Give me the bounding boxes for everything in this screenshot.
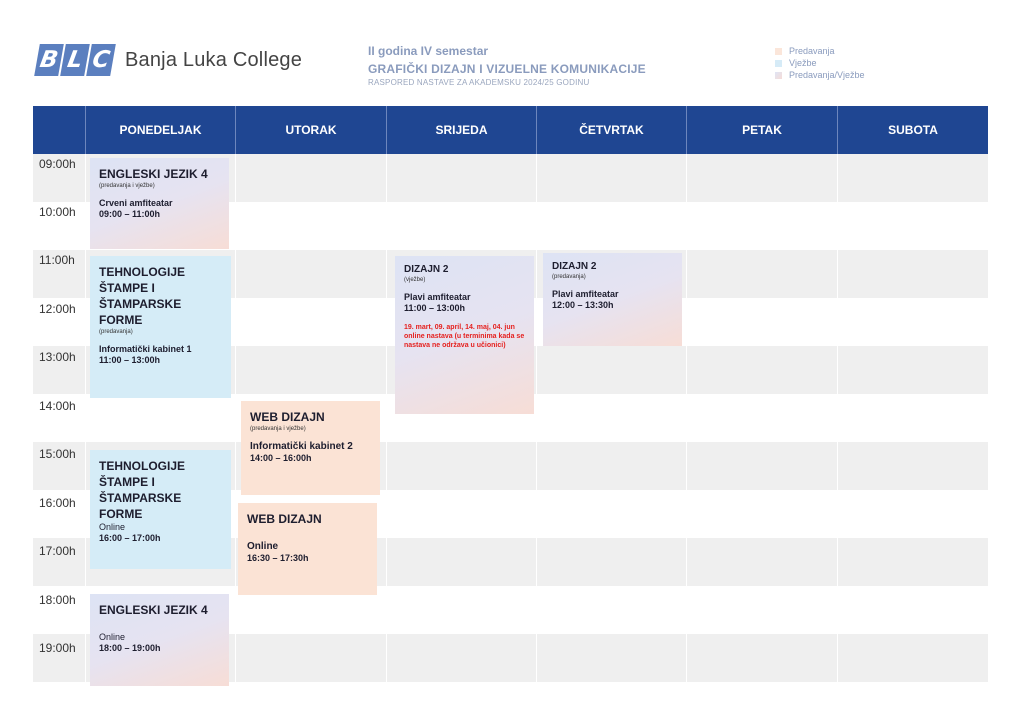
event-title: DIZAJN 2 — [404, 264, 449, 275]
program-title: GRAFIČKI DIZAJN I VIZUELNE KOMUNIKACIJE — [368, 62, 646, 76]
event-type: (predavanja i vježbe) — [250, 426, 306, 432]
event-type: (predavanja) — [552, 274, 586, 280]
logo-mark — [37, 44, 113, 76]
time-label: 15:00h — [39, 447, 76, 461]
logo-letter-c: C — [86, 44, 116, 76]
event-time: 11:00 – 13:00h — [404, 303, 466, 313]
event-type: (predavanja) — [99, 329, 133, 335]
event-time: 12:00 – 13:30h — [552, 300, 614, 310]
event-time: 09:00 – 11:00h — [99, 209, 161, 219]
legend — [775, 45, 865, 81]
schedule-grid — [33, 106, 988, 688]
college-name: Banja Luka College — [125, 48, 303, 71]
legend-item-both — [775, 69, 865, 81]
legend-item-predavanja — [775, 45, 865, 57]
column-divider — [386, 154, 387, 688]
legend-item-vjezbe — [775, 57, 865, 69]
event-web-dizajn-online[interactable] — [238, 503, 377, 595]
event-title: WEB DIZAJN — [250, 410, 325, 424]
event-title: ENGLESKI JEZIK 4 — [99, 603, 208, 617]
event-title: ENGLESKI JEZIK 4 — [99, 167, 208, 181]
event-type: (vježbe) — [404, 277, 426, 283]
time-label: 13:00h — [39, 350, 76, 364]
event-room: Informatički kabinet 1 — [99, 344, 192, 354]
event-room: Crveni amfiteatar — [99, 198, 173, 208]
event-room: Online — [99, 522, 126, 532]
time-label: 10:00h — [39, 205, 76, 219]
time-label: 11:00h — [39, 253, 75, 267]
column-divider — [686, 154, 687, 688]
semester-info — [368, 44, 646, 87]
event-room: Online — [99, 632, 126, 642]
year-semester: II godina IV semestar — [368, 44, 489, 58]
header-corner — [33, 106, 85, 154]
event-room: Informatički kabinet 2 — [250, 441, 353, 452]
legend-swatch — [775, 48, 782, 55]
time-label: 19:00h — [39, 641, 76, 655]
event-engleski-jezik-online[interactable] — [90, 594, 229, 686]
legend-swatch — [775, 72, 782, 79]
event-title: DIZAJN 2 — [552, 261, 597, 272]
event-room: Online — [247, 541, 279, 552]
legend-swatch — [775, 60, 782, 67]
day-header-subota: SUBOTA — [837, 106, 988, 154]
event-tehnologije-stampe[interactable] — [90, 256, 231, 398]
event-time: 11:00 – 13:00h — [99, 355, 161, 365]
event-time: 18:00 – 19:00h — [99, 643, 161, 653]
event-web-dizajn[interactable] — [241, 401, 380, 495]
event-online-note: 19. mart, 09. april, 14. maj, 04. jun online nastava (u terminima kada se nastava ne održava u učionici) — [404, 324, 525, 349]
event-room: Plavi amfiteatar — [552, 289, 619, 299]
time-label: 18:00h — [39, 593, 76, 607]
event-room: Plavi amfiteatar — [404, 292, 471, 302]
event-title: WEB DIZAJN — [247, 512, 322, 526]
logo-letter-l: L — [60, 44, 90, 76]
time-label: 16:00h — [39, 496, 76, 510]
day-header-petak: PETAK — [686, 106, 837, 154]
day-header-cetvrtak: ČETVRTAK — [536, 106, 686, 154]
event-time: 16:00 – 17:00h — [99, 533, 161, 543]
legend-label: Vježbe — [789, 58, 817, 68]
event-tehnologije-stampe-online[interactable] — [90, 450, 231, 569]
logo-letter-b: B — [34, 44, 64, 76]
column-divider — [536, 154, 537, 688]
event-title: TEHNOLOGIJE ŠTAMPE I ŠTAMPARSKE FORME — [99, 265, 186, 327]
column-divider — [85, 154, 86, 688]
college-logo — [37, 44, 302, 76]
day-header-utorak: UTORAK — [235, 106, 386, 154]
event-time: 14:00 – 16:00h — [250, 453, 312, 463]
day-header-ponedeljak: PONEDELJAK — [85, 106, 235, 154]
legend-label: Predavanja/Vježbe — [789, 70, 865, 80]
schedule-subtitle: RASPORED NASTAVE ZA AKADEMSKU 2024/25 GODINU — [368, 78, 590, 87]
column-divider — [235, 154, 236, 688]
column-divider — [837, 154, 838, 688]
day-header-srijeda: SRIJEDA — [386, 106, 536, 154]
event-dizajn-2-cetvrtak[interactable] — [543, 253, 682, 346]
time-label: 14:00h — [39, 399, 76, 413]
event-title: TEHNOLOGIJE ŠTAMPE I ŠTAMPARSKE FORME — [99, 459, 186, 521]
event-engleski-jezik[interactable] — [90, 158, 229, 249]
time-label: 12:00h — [39, 302, 76, 316]
event-type: (predavanja i vježbe) — [99, 183, 155, 189]
event-dizajn-2-srijeda[interactable] — [395, 256, 534, 414]
time-label: 17:00h — [39, 544, 76, 558]
event-time: 16:30 – 17:30h — [247, 553, 309, 563]
time-label: 09:00h — [39, 157, 76, 171]
legend-label: Predavanja — [789, 46, 835, 56]
